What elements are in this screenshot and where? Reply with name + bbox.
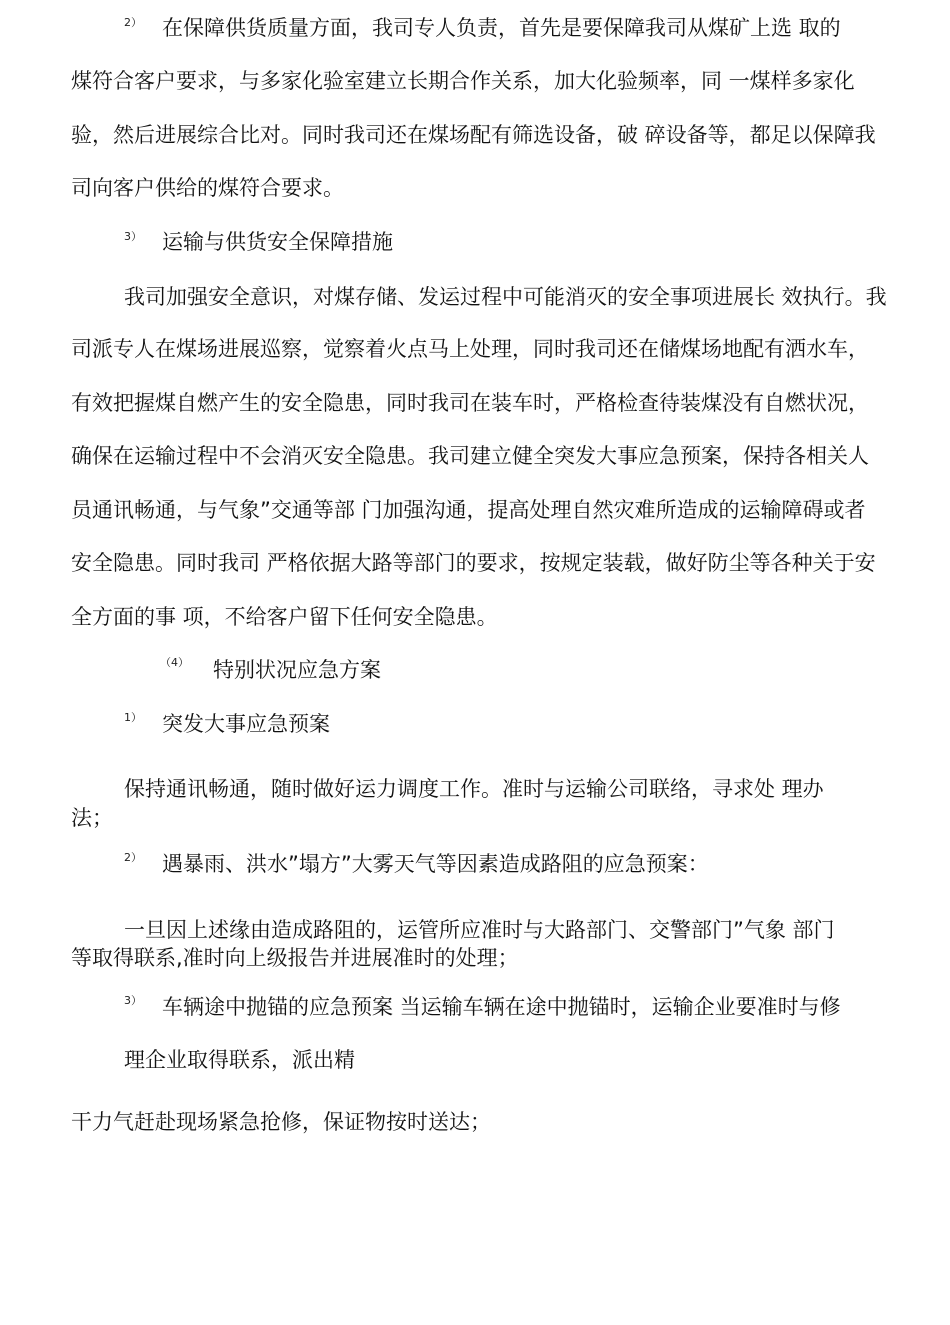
paragraph-continuation: 理企业取得联系，派出精 [124,1048,355,1072]
paragraph-continuation: 等取得联系,准时向上级报告并进展准时的处理； [71,946,519,970]
paragraph-continuation: 干力气赶赴现场紧急抢修，保证物按时送达； [71,1110,491,1134]
list-number: （4） [160,656,189,669]
paragraph-first-line: 一旦因上述缘由造成路阻的，运管所应准时与大路部门、交警部门”气象 部门 [124,918,835,942]
paragraph-first-line: 在保障供货质量方面，我司专人负责，首先是要保障我司从煤矿上选 取的 [162,16,841,40]
paragraph-continuation: 法； [71,806,113,830]
section-heading: 突发大事应急预案 [162,712,330,736]
section-heading: 特别状况应急方案 [213,658,381,682]
paragraph-body: 司派专人在煤场进展巡察，觉察着火点马上处理，同时我司还在储煤场地配有洒水车，有效把握煤自燃产生的安全隐患，同时我司在装车时，严格检查待装煤没有自燃状况，确保在运输过程中不会消灭安全隐患。我司建立健全突发大事应急预案，保持各相关人员通讯畅通，与气象”交通等部 门加强沟通，提高处理自然灾难所造成的运输障碍或者安全隐患。同时我司 严格依据大路等部门的要求，按规定装载，做好防尘等各种关于安全方面的事 项，不给客户留下任何安全隐患。 [71,337,876,629]
paragraph-first-line: 保持通讯畅通，随时做好运力调度工作。准时与运输公司联络，寻求处 理办 [124,777,824,801]
paragraph-body: 煤符合客户要求，与多家化验室建立长期合作关系，加大化验频率，同 一煤样多家化验，然后进展综合比对。同时我司还在煤场配有筛选设备，破 碎设备等，都足以保障我司向客户供给的煤符合要求。 [71,69,876,200]
list-number: 3） [124,994,142,1007]
list-number: 3） [124,230,142,243]
paragraph-first-line: 车辆途中抛锚的应急预案 当运输车辆在途中抛锚时，运输企业要准时与修 [162,995,841,1019]
list-number: 2） [124,851,142,864]
list-number: 2） [124,16,142,29]
list-number: 1） [124,711,142,724]
section-heading: 运输与供货安全保障措施 [162,230,393,254]
paragraph-first-line: 我司加强安全意识，对煤存储、发运过程中可能消灭的安全事项进展长 效执行。我 [124,285,887,309]
section-heading: 遇暴雨、洪水”塌方”大雾天气等因素造成路阻的应急预案： [162,852,709,876]
